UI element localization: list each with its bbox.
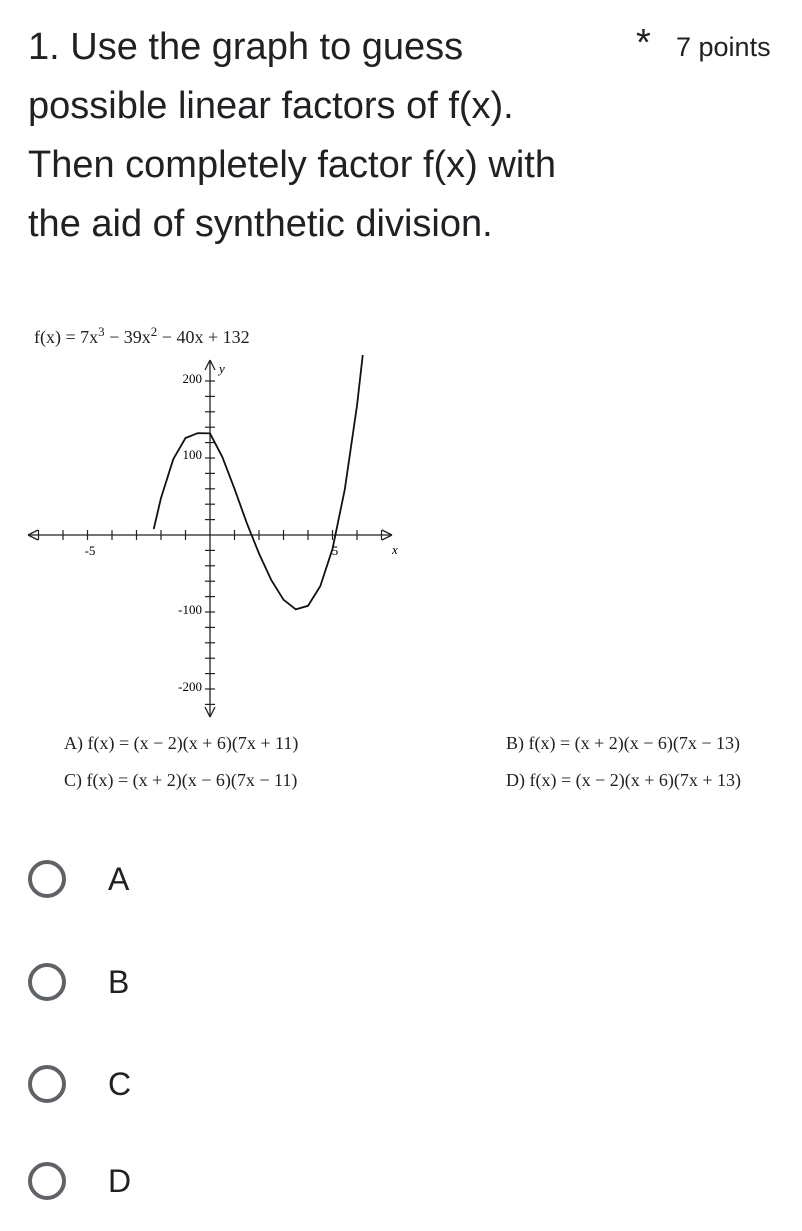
x-tick-label-5: 5 xyxy=(331,543,339,558)
x-axis-letter: x xyxy=(392,542,398,557)
function-label xyxy=(34,324,250,348)
choice-text-b: B) f(x) = (x + 2)(x − 6)(7x − 13) xyxy=(506,733,741,753)
y-tick-label-neg100: -100 xyxy=(178,602,202,617)
choice-text-c: C) f(x) = (x + 2)(x − 6)(7x − 11) xyxy=(64,770,298,790)
radio-b-icon[interactable] xyxy=(28,963,66,1001)
question-line-4: the aid of synthetic division. xyxy=(28,203,493,245)
function-curve xyxy=(154,355,372,609)
option-a-label: A xyxy=(108,860,130,897)
option-c-label: C xyxy=(108,1065,132,1102)
option-d[interactable] xyxy=(24,1153,324,1209)
choice-text-a: A) f(x) = (x − 2)(x + 6)(7x + 11) xyxy=(64,733,299,753)
question-line-1: 1. Use the graph to guess xyxy=(28,26,464,68)
option-b[interactable] xyxy=(24,954,324,1010)
y-axis-letter: y xyxy=(219,361,225,376)
radio-a-icon[interactable] xyxy=(28,860,66,898)
y-tick-label-neg200: -200 xyxy=(178,679,202,694)
radio-c-icon[interactable] xyxy=(28,1065,66,1103)
function-label-mid: − 39x xyxy=(104,327,151,347)
y-axis xyxy=(205,360,215,717)
function-label-exp2: 2 xyxy=(150,324,158,339)
option-c[interactable] xyxy=(24,1056,324,1112)
required-mark: * xyxy=(636,22,651,64)
option-a[interactable] xyxy=(24,851,324,907)
question-line-2: possible linear factors of f(x). xyxy=(28,85,514,127)
question-title xyxy=(28,18,618,254)
radio-d-icon[interactable] xyxy=(28,1162,66,1200)
function-label-pre: f(x) = 7x xyxy=(34,327,99,347)
choice-text-d: D) f(x) = (x − 2)(x + 6)(7x + 13) xyxy=(506,770,742,790)
points-label: 7 points xyxy=(676,32,771,62)
function-label-post: − 40x + 132 xyxy=(157,327,250,347)
function-graph xyxy=(20,355,410,720)
option-b-label: B xyxy=(108,963,130,1000)
y-tick-label-200: 200 xyxy=(182,371,202,386)
function-label-exp3: 3 xyxy=(98,324,105,339)
option-d-label: D xyxy=(108,1162,132,1199)
question-line-3: Then completely factor f(x) with xyxy=(28,144,556,186)
x-tick-label-neg5: -5 xyxy=(84,543,96,558)
y-tick-label-100: 100 xyxy=(182,447,202,462)
